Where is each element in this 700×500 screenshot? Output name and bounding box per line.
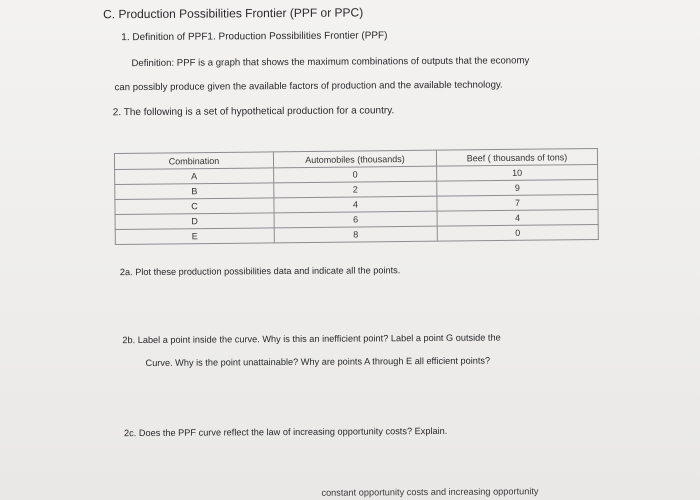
- question-2b-line-1: 2b. Label a point inside the curve. Why is this an inefficient point? Label a point G outside the: [122, 332, 501, 346]
- question-2b-line-2: Curve. Why is the point unattainable? Why are points A through E all efficient points?: [145, 355, 491, 368]
- header-combination: Combination: [114, 152, 273, 170]
- cell-automobiles: 4: [274, 196, 437, 213]
- cell-combination: D: [115, 213, 274, 230]
- cell-combination: A: [115, 168, 274, 185]
- definition-text-line-1: Definition: PPF is a graph that shows the maximum combinations of outputs that the economy: [131, 55, 530, 70]
- header-beef: Beef ( thousands of tons): [436, 148, 597, 166]
- cell-beef: 9: [437, 179, 598, 196]
- definition-heading: 1. Definition of PPF1. Production Possibilities Frontier (PPF): [121, 30, 388, 44]
- section-title: C. Production Possibilities Frontier (PPF or PPC): [103, 5, 364, 22]
- item-2-intro: 2. The following is a set of hypothetical production for a country.: [112, 105, 395, 119]
- cell-beef: 7: [437, 194, 598, 211]
- cell-automobiles: 6: [274, 211, 437, 228]
- production-table: [114, 148, 599, 245]
- cell-beef: 4: [437, 209, 598, 226]
- cell-combination: B: [115, 183, 274, 200]
- question-2a: 2a. Plot these production possibilities data and indicate all the points.: [119, 265, 401, 278]
- question-2c: 2c. Does the PPF curve reflect the law of increasing opportunity costs? Explain.: [123, 425, 448, 439]
- cell-combination: E: [115, 228, 274, 245]
- cell-beef: 0: [437, 224, 598, 241]
- cell-automobiles: 8: [274, 226, 437, 243]
- cut-off-text-line: constant opportunity costs and increasing opportunity: [321, 486, 539, 498]
- cell-beef: 10: [437, 164, 598, 181]
- cell-automobiles: 2: [274, 181, 437, 198]
- header-automobiles: Automobiles (thousands): [273, 150, 436, 168]
- cell-combination: C: [115, 198, 274, 215]
- cell-automobiles: 0: [274, 166, 437, 183]
- definition-text-line-2: can possibly produce given the available factors of production and the available technology.: [114, 79, 503, 94]
